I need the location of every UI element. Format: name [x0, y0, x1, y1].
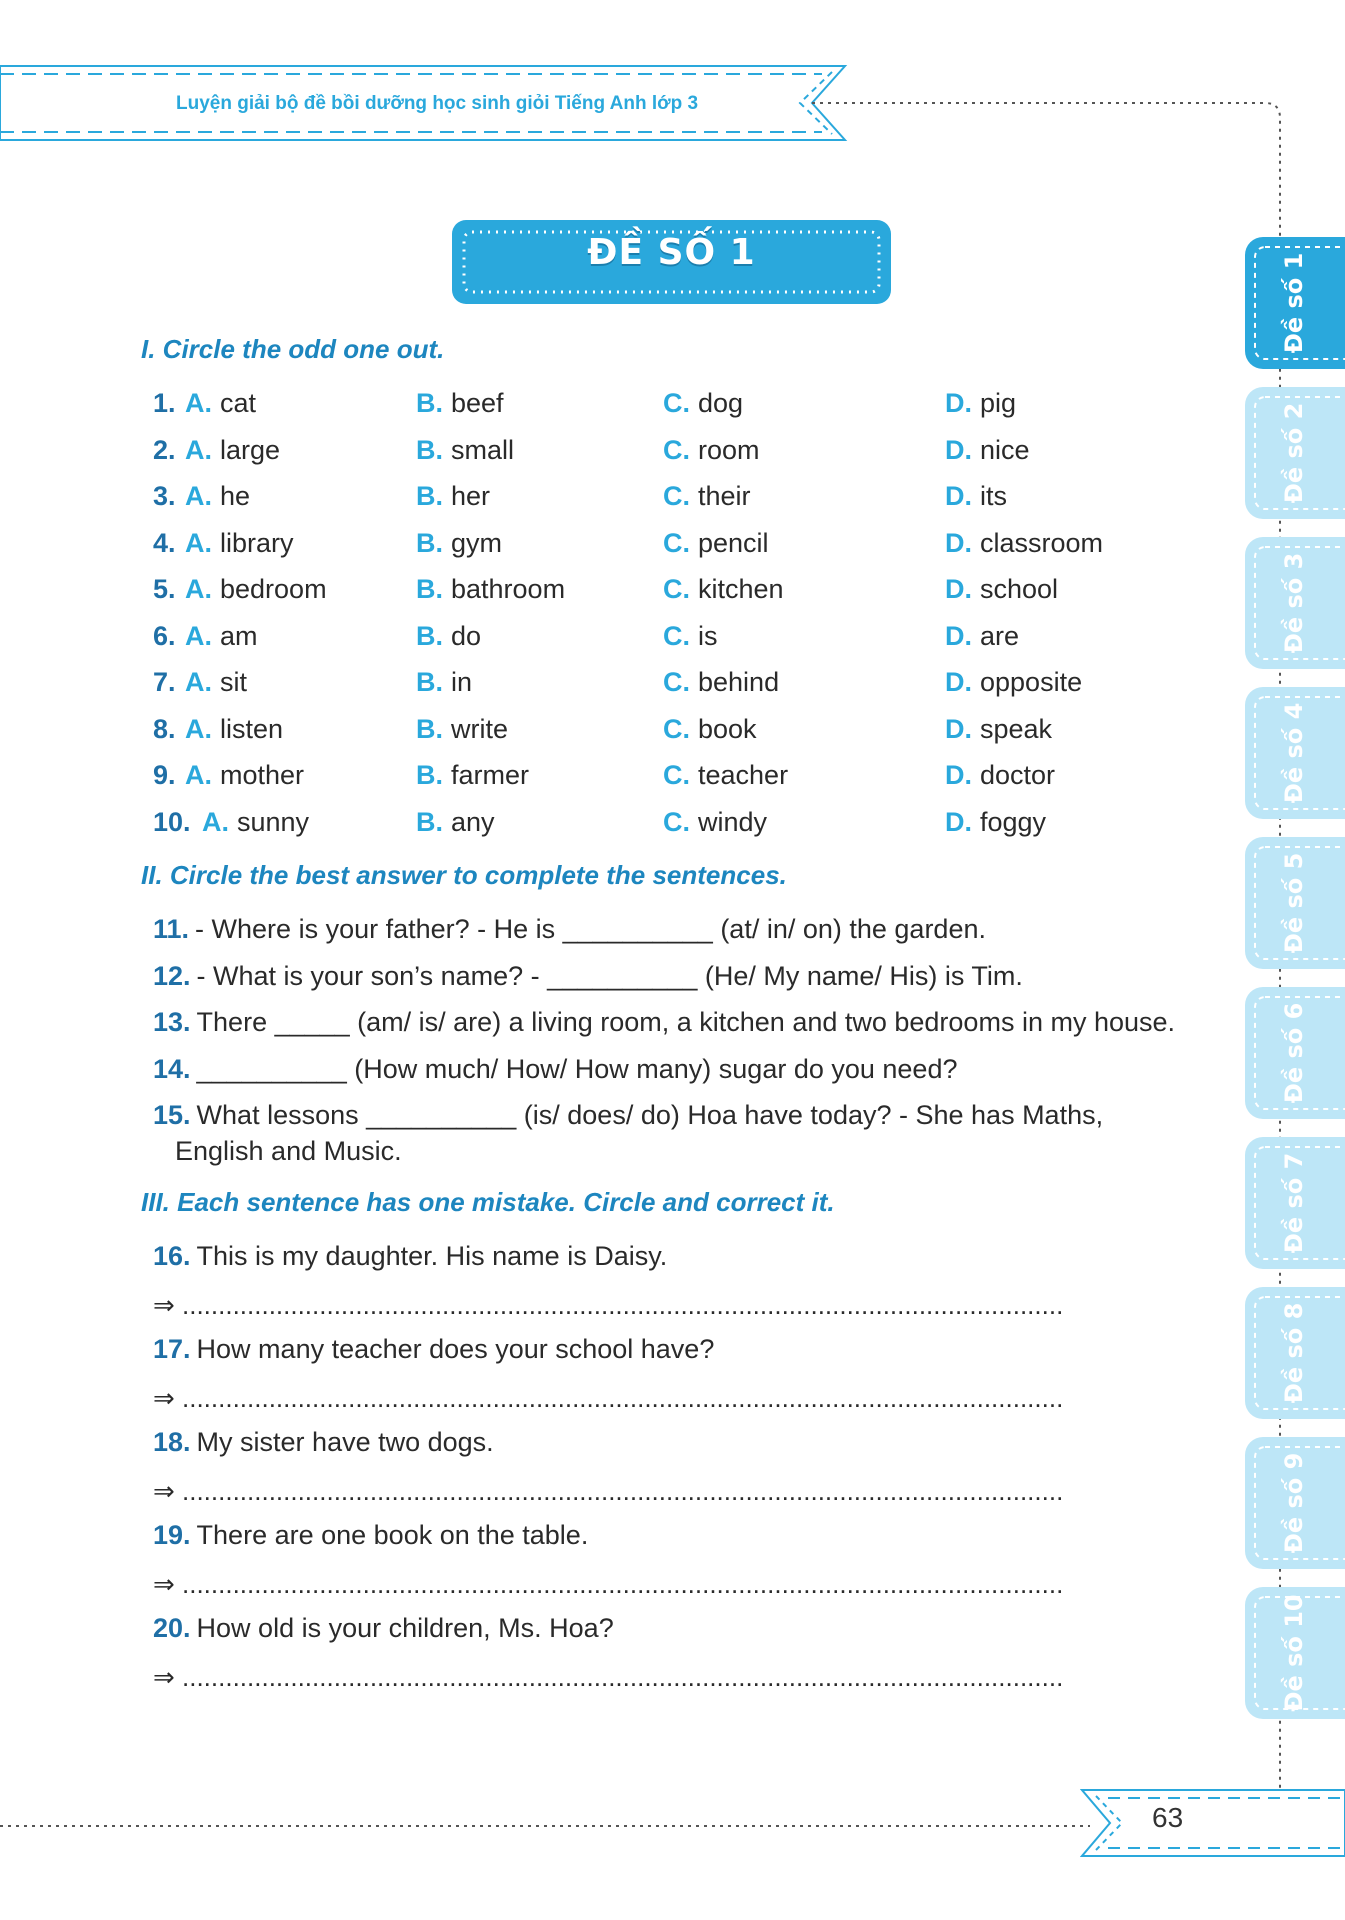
question-number: 3. — [153, 481, 176, 511]
option-a[interactable]: A. he — [185, 481, 251, 511]
section-2-heading: II. Circle the best answer to complete the sentences. — [141, 860, 787, 890]
question-number: 7. — [153, 667, 176, 697]
tab-de-so-7[interactable]: Đề số 7 — [1243, 1135, 1345, 1271]
tab-de-so-8[interactable]: Đề số 8 — [1243, 1285, 1345, 1421]
option-b[interactable]: B. beef — [416, 388, 504, 418]
answer-line[interactable]: ⇒ .......................................................................................................................... — [153, 1662, 1064, 1692]
tab-de-so-9[interactable]: Đề số 9 — [1243, 1435, 1345, 1571]
option-a[interactable]: A. cat — [185, 388, 257, 418]
question-number: 10. — [153, 807, 191, 837]
answer-line[interactable]: ⇒ .......................................................................................................................... — [153, 1290, 1064, 1320]
question-number: 2. — [153, 435, 176, 465]
option-d[interactable]: D. speak — [945, 714, 1053, 744]
question-18: 18. My sister have two dogs. — [153, 1427, 494, 1457]
option-a[interactable]: A. library — [185, 528, 294, 558]
option-d[interactable]: D. its — [945, 481, 1007, 511]
option-b[interactable]: B. her — [416, 481, 491, 511]
question-19: 19. There are one book on the table. — [153, 1520, 589, 1550]
option-c[interactable]: C. windy — [663, 807, 768, 837]
option-d[interactable]: D. foggy — [945, 807, 1047, 837]
question-15: 15. What lessons __________ (is/ does/ do) Hoa have today? - She has Maths, — [153, 1100, 1104, 1130]
option-b[interactable]: B. bathroom — [416, 574, 566, 604]
option-a[interactable]: A. am — [185, 621, 258, 651]
question-17: 17. How many teacher does your school have? — [153, 1334, 715, 1364]
answer-line[interactable]: ⇒ .......................................................................................................................... — [153, 1476, 1064, 1506]
question-20: 20. How old is your children, Ms. Hoa? — [153, 1613, 614, 1643]
question-number: 9. — [153, 760, 176, 790]
tab-de-so-10[interactable]: Đề số 10 — [1243, 1585, 1345, 1721]
question-12: 12. - What is your son’s name? - __________ (He/ My name/ His) is Tim. — [153, 961, 1023, 991]
option-b[interactable]: B. do — [416, 621, 482, 651]
option-a[interactable]: A. sit — [185, 667, 247, 697]
option-a[interactable]: A. mother — [185, 760, 305, 790]
option-a[interactable]: A. sunny — [202, 807, 310, 837]
option-b[interactable]: B. farmer — [416, 760, 530, 790]
tab-de-so-6[interactable]: Đề số 6 — [1243, 985, 1345, 1121]
option-c[interactable]: C. dog — [663, 388, 744, 418]
option-c[interactable]: C. behind — [663, 667, 780, 697]
option-c[interactable]: C. their — [663, 481, 751, 511]
option-b[interactable]: B. any — [416, 807, 495, 837]
question-number: 1. — [153, 388, 176, 418]
tab-de-so-1[interactable]: Đề số 1 — [1243, 235, 1345, 371]
page-number-ribbon — [1080, 1788, 1345, 1858]
question-15-continued: English and Music. — [175, 1136, 402, 1166]
question-number: 8. — [153, 714, 176, 744]
question-11: 11. - Where is your father? - He is __________ (at/ in/ on) the garden. — [153, 914, 986, 944]
option-c[interactable]: C. kitchen — [663, 574, 784, 604]
option-c[interactable]: C. teacher — [663, 760, 789, 790]
tab-de-so-2[interactable]: Đề số 2 — [1243, 385, 1345, 521]
option-c[interactable]: C. room — [663, 435, 760, 465]
title-badge-text: ĐỀ SỐ 1 — [587, 232, 756, 273]
option-c[interactable]: C. book — [663, 714, 757, 744]
section-1-heading: I. Circle the odd one out. — [141, 334, 445, 364]
tab-de-so-5[interactable]: Đề số 5 — [1243, 835, 1345, 971]
option-d[interactable]: D. school — [945, 574, 1059, 604]
option-b[interactable]: B. in — [416, 667, 473, 697]
header-title: Luyện giải bộ đề bồi dưỡng học sinh giỏi Tiếng Anh lớp 3 — [176, 93, 699, 114]
question-number: 6. — [153, 621, 176, 651]
section-3-heading: III. Each sentence has one mistake. Circle and correct it. — [141, 1187, 835, 1217]
tab-de-so-4[interactable]: Đề số 4 — [1243, 685, 1345, 821]
option-d[interactable]: D. doctor — [945, 760, 1056, 790]
option-b[interactable]: B. write — [416, 714, 509, 744]
option-a[interactable]: A. large — [185, 435, 281, 465]
option-a[interactable]: A. listen — [185, 714, 284, 744]
option-c[interactable]: C. is — [663, 621, 718, 651]
option-b[interactable]: B. small — [416, 435, 515, 465]
answer-line[interactable]: ⇒ .......................................................................................................................... — [153, 1383, 1064, 1413]
question-number: 4. — [153, 528, 176, 558]
answer-line[interactable]: ⇒ .......................................................................................................................... — [153, 1569, 1064, 1599]
option-d[interactable]: D. classroom — [945, 528, 1104, 558]
option-d[interactable]: D. are — [945, 621, 1020, 651]
option-a[interactable]: A. bedroom — [185, 574, 327, 604]
question-number: 5. — [153, 574, 176, 604]
option-d[interactable]: D. opposite — [945, 667, 1083, 697]
question-16: 16. This is my daughter. His name is Daisy. — [153, 1241, 668, 1271]
option-c[interactable]: C. pencil — [663, 528, 769, 558]
option-d[interactable]: D. pig — [945, 388, 1017, 418]
question-14: 14. __________ (How much/ How/ How many) sugar do you need? — [153, 1054, 958, 1084]
option-d[interactable]: D. nice — [945, 435, 1030, 465]
page-number: 63 — [1152, 1802, 1184, 1833]
question-13: 13. There _____ (am/ is/ are) a living room, a kitchen and two bedrooms in my house. — [153, 1007, 1176, 1037]
option-b[interactable]: B. gym — [416, 528, 503, 558]
tab-de-so-3[interactable]: Đề số 3 — [1243, 535, 1345, 671]
